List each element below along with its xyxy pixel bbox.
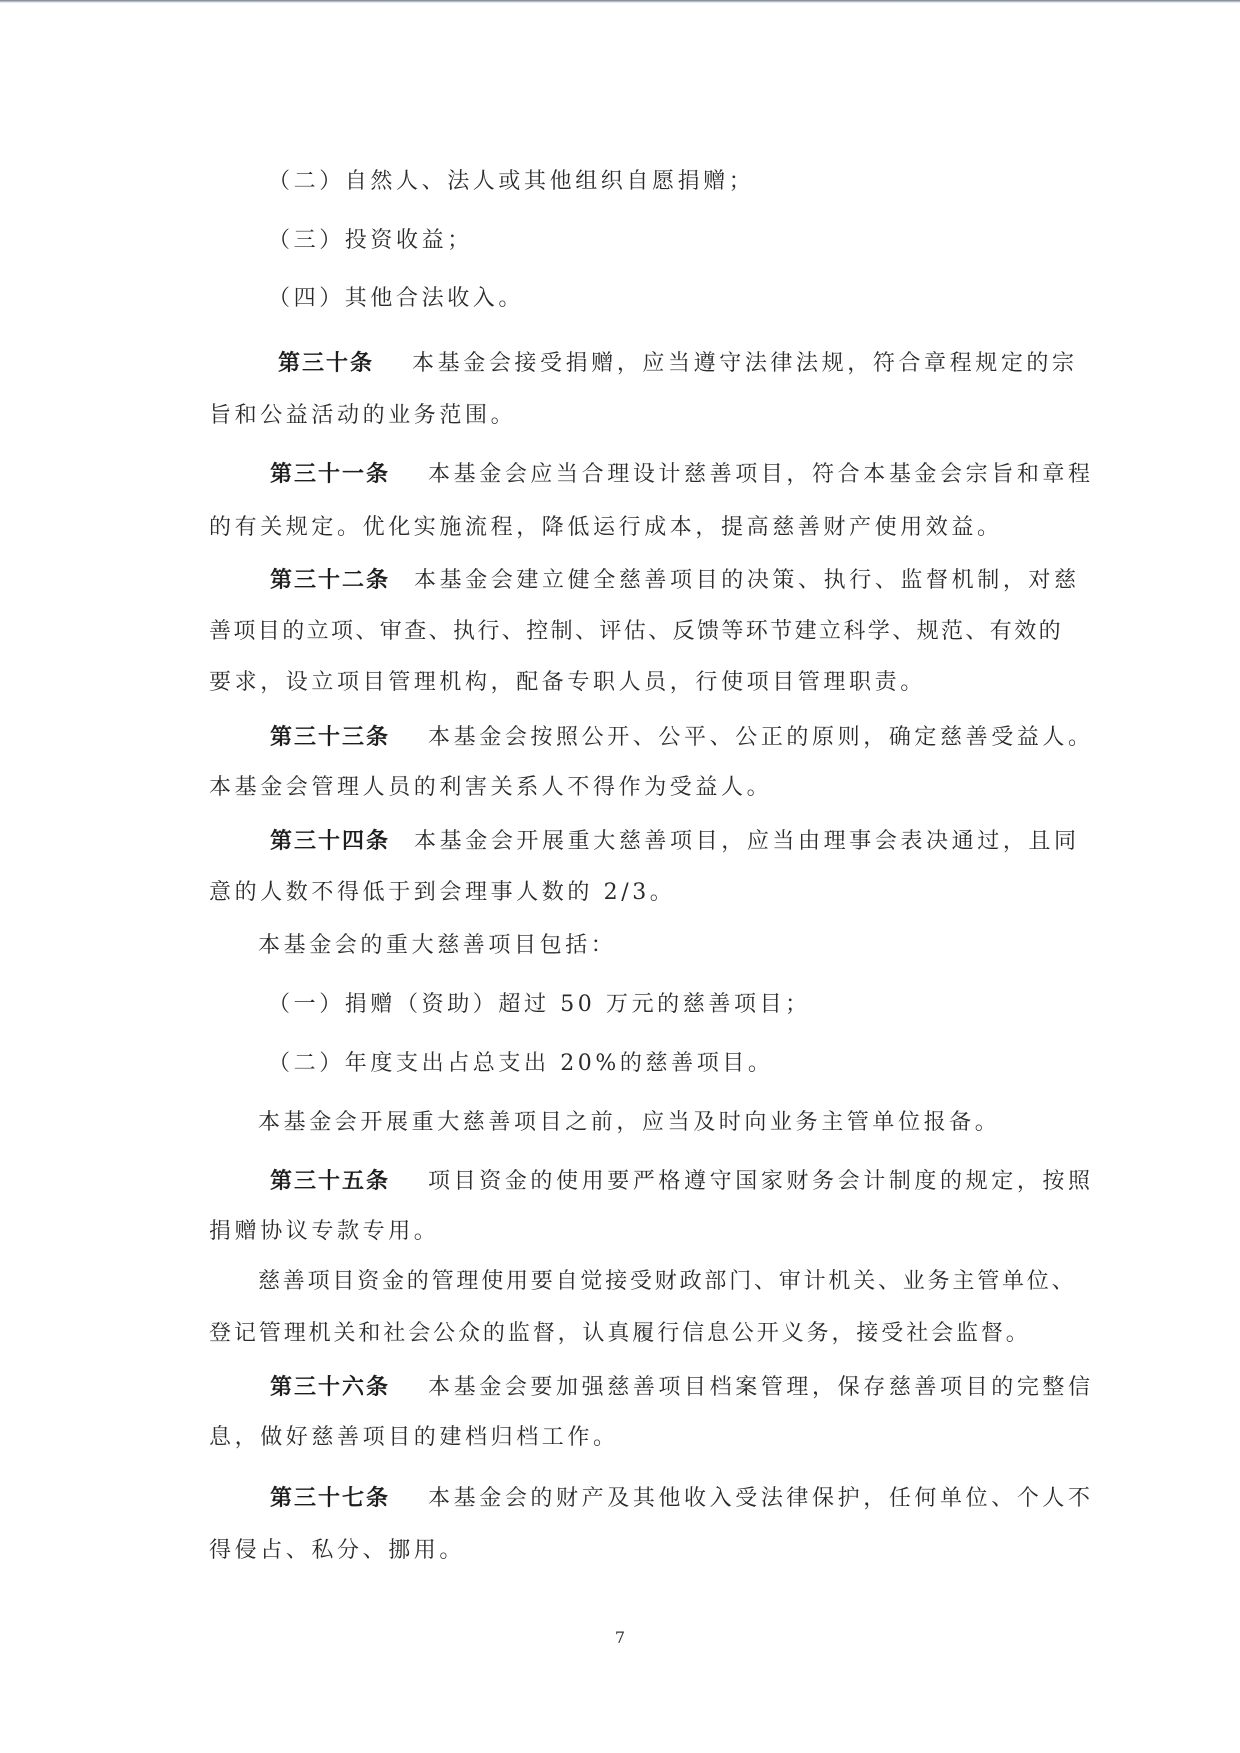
article-text: 本基金会要加强慈善项目档案管理，保存慈善项目的完整信 [428,1375,1094,1400]
article-35-line-2: 捐赠协议专款专用。 [209,1219,440,1244]
article-number: 第三十条 [278,350,375,376]
article-text: 项目资金的使用要严格遵守国家财务会计制度的规定，按照 [428,1169,1094,1194]
article-33-line-2: 本基金会管理人员的利害关系人不得作为受益人。 [209,775,773,800]
article-number: 第三十一条 [270,461,391,487]
article-text: 本基金会的财产及其他收入受法律保护，任何单位、个人不 [428,1486,1094,1511]
article-34-line-2: 意的人数不得低于到会理事人数的 2/3。 [209,880,676,905]
article-32-line-2: 善项目的立项、审查、执行、控制、评估、反馈等环节建立科学、规范、有效的 [209,619,1064,644]
article-number: 第三十六条 [270,1374,391,1400]
list-item: （四）其他合法收入。 [268,286,525,311]
article-37-line-2: 得侵占、私分、挪用。 [209,1538,466,1563]
article-35-line-1 [270,1166,1094,1197]
article-number: 第三十七条 [270,1485,391,1511]
article-number: 第三十二条 [270,567,391,593]
article-text: 本基金会建立健全慈善项目的决策、执行、监督机制，对慈 [414,568,1080,593]
article-37-line-1 [270,1483,1094,1514]
article-number: 第三十三条 [270,724,391,750]
article-33-line-1 [270,722,1094,753]
article-34-line-1 [270,826,1080,857]
article-36-line-1 [270,1372,1094,1403]
article-35-paragraph: 慈善项目资金的管理使用要自觉接受财政部门、审计机关、业务主管单位、 [258,1269,1077,1294]
article-text: 本基金会按照公开、公平、公正的原则，确定慈善受益人。 [428,725,1094,750]
list-item: （三）投资收益； [268,228,473,253]
article-number: 第三十五条 [270,1168,391,1194]
list-item: （二）自然人、法人或其他组织自愿捐赠； [268,169,755,194]
article-34-paragraph: 本基金会的重大慈善项目包括： [258,933,617,958]
article-31-line-1 [270,459,1094,490]
article-text: 本基金会开展重大慈善项目，应当由理事会表决通过，且同 [414,829,1080,854]
article-34-paragraph: 本基金会开展重大慈善项目之前，应当及时向业务主管单位报备。 [258,1110,1001,1135]
article-30-line-2: 旨和公益活动的业务范围。 [209,403,517,428]
article-32-line-3: 要求，设立项目管理机构，配备专职人员，行使项目管理职责。 [209,670,926,695]
article-32-line-1 [270,565,1080,596]
article-31-line-2: 的有关规定。优化实施流程，降低运行成本，提高慈善财产使用效益。 [209,515,1003,540]
article-text: 本基金会应当合理设计慈善项目，符合本基金会宗旨和章程 [428,462,1094,487]
list-item: （一）捐赠（资助）超过 50 万元的慈善项目； [268,992,811,1017]
article-number: 第三十四条 [270,828,391,854]
page-number: 7 [614,1628,626,1647]
list-item: （二）年度支出占总支出 20%的慈善项目。 [268,1051,774,1076]
article-text: 本基金会接受捐赠，应当遵守法律法规，符合章程规定的宗 [412,351,1078,376]
article-36-line-2: 息，做好慈善项目的建档归档工作。 [209,1425,619,1450]
article-35-paragraph: 登记管理机关和社会公众的监督，认真履行信息公开义务，接受社会监督。 [209,1321,1031,1346]
article-30-line-1 [278,348,1078,379]
